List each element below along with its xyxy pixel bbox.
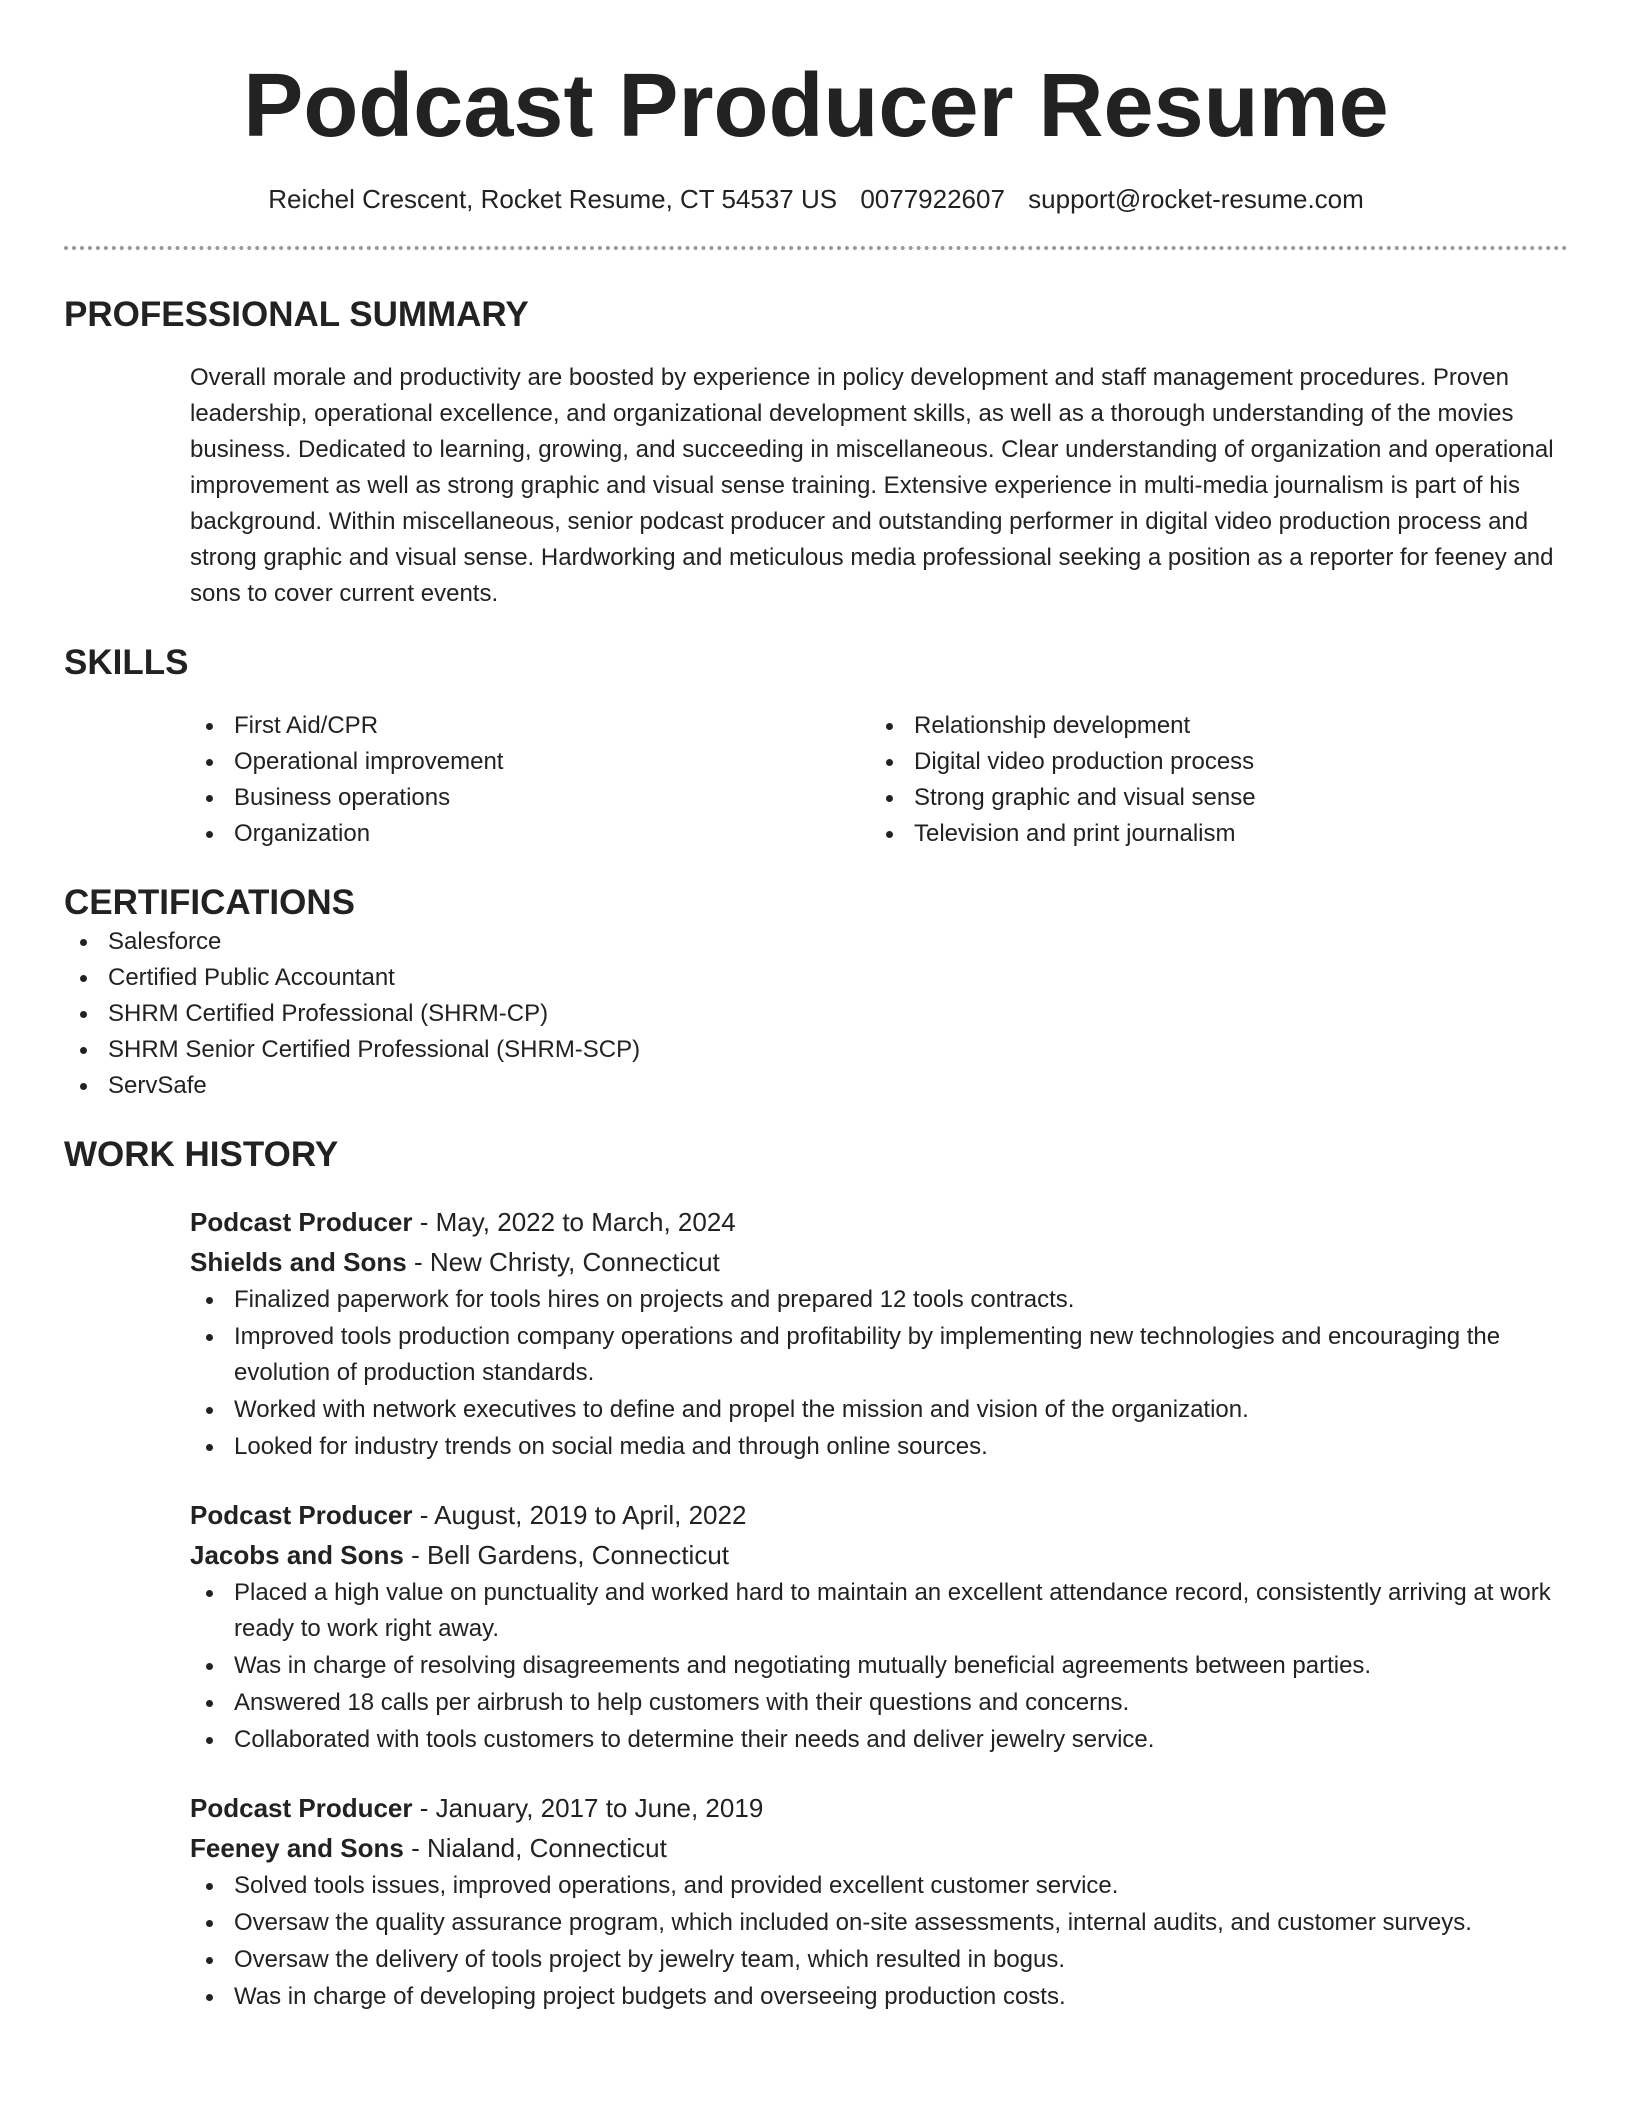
job-title-line [190,1202,1568,1242]
skill-item: Relationship development [870,708,1550,744]
job-title: Podcast Producer [190,1500,413,1530]
contact-line [64,182,1568,216]
certification-item: Certified Public Accountant [64,960,1568,996]
certifications-heading: CERTIFICATIONS [64,883,356,922]
job-company-line [190,1828,1568,1868]
skill-item: Television and print journalism [870,816,1550,852]
summary-heading: PROFESSIONAL SUMMARY [64,295,529,334]
job-bullet: Was in charge of resolving disagreements and negotiating mutually beneficial agreements between parties. [190,1648,1568,1684]
job-location: - New Christy, Connecticut [406,1247,720,1277]
job-title-line [190,1495,1568,1535]
job-entry [190,1788,1568,2015]
certification-item: SHRM Senior Certified Professional (SHRM-SCP) [64,1032,1568,1068]
job-bullet: Solved tools issues, improved operations, and provided excellent customer service. [190,1868,1568,1904]
skill-item: Strong graphic and visual sense [870,780,1550,816]
job-bullet: Answered 18 calls per airbrush to help customers with their questions and concerns. [190,1685,1568,1721]
job-bullet: Finalized paperwork for tools hires on projects and prepared 12 tools contracts. [190,1282,1568,1318]
contact-address: Reichel Crescent, Rocket Resume, CT 54537 US [268,184,838,214]
job-company: Jacobs and Sons [190,1540,404,1570]
job-bullet: Worked with network executives to define and propel the mission and vision of the organization. [190,1392,1568,1428]
job-bullet: Was in charge of developing project budgets and overseeing production costs. [190,1979,1568,2015]
certification-item: ServSafe [64,1068,1568,1104]
job-dates: - May, 2022 to March, 2024 [412,1207,736,1237]
job-title: Podcast Producer [190,1793,413,1823]
resume-title: Podcast Producer Resume [243,56,1389,156]
job-company: Feeney and Sons [190,1833,404,1863]
job-bullet: Placed a high value on punctuality and worked hard to maintain an excellent attendance record, consistently arriving at work ready to work right away. [190,1575,1568,1647]
skill-item: First Aid/CPR [190,708,870,744]
header-divider [64,246,1568,250]
summary-text: Overall morale and productivity are boosted by experience in policy development and staff management procedures. Proven leadership, operational excellence, and organizational development skills, as well as a thorough understanding of the movies business. Dedicated to learning, growing, and succeeding in miscellaneous. Clear understanding of organization and operational improvement as well as strong graphic and visual sense training. Extensive experience in multi-media journalism is part of his background. Within miscellaneous, senior podcast producer and outstanding performer in digital video production process and strong graphic and visual sense. Hardworking and meticulous media professional seeking a position as a reporter for feeney and sons to cover current events. [190,364,1554,607]
job-bullet-list [190,1575,1568,1758]
skills-heading: SKILLS [64,643,189,682]
job-company-line [190,1242,1568,1282]
skills-grid [190,708,1568,852]
work-history-heading: WORK HISTORY [64,1135,339,1174]
skill-item: Operational improvement [190,744,870,780]
job-bullet: Collaborated with tools customers to determine their needs and deliver jewelry service. [190,1722,1568,1758]
skill-item: Business operations [190,780,870,816]
certifications-list [64,924,1568,1104]
contact-phone: 0077922607 [860,184,1005,214]
job-entry [190,1202,1568,1465]
job-company: Shields and Sons [190,1247,407,1277]
job-bullet-list [190,1282,1568,1465]
contact-email: support@rocket-resume.com [1028,184,1364,214]
skills-list-right [870,708,1550,852]
job-bullet: Oversaw the quality assurance program, which included on-site assessments, internal audits, and customer surveys. [190,1905,1568,1941]
skill-item: Organization [190,816,870,852]
skill-item: Digital video production process [870,744,1550,780]
job-bullet: Improved tools production company operations and profitability by implementing new technologies and encouraging the evolution of production standards. [190,1319,1568,1391]
job-bullet: Oversaw the delivery of tools project by jewelry team, which resulted in bogus. [190,1942,1568,1978]
job-entry [190,1495,1568,1758]
job-location: - Bell Gardens, Connecticut [403,1540,729,1570]
skills-list-left [190,708,870,852]
certification-item: SHRM Certified Professional (SHRM-CP) [64,996,1568,1032]
certification-item: Salesforce [64,924,1568,960]
job-bullet: Looked for industry trends on social media and through online sources. [190,1429,1568,1465]
job-dates: - January, 2017 to June, 2019 [412,1793,764,1823]
job-title-line [190,1788,1568,1828]
job-location: - Nialand, Connecticut [403,1833,667,1863]
job-bullet-list [190,1868,1568,2015]
job-title: Podcast Producer [190,1207,413,1237]
job-dates: - August, 2019 to April, 2022 [412,1500,747,1530]
job-company-line [190,1535,1568,1575]
